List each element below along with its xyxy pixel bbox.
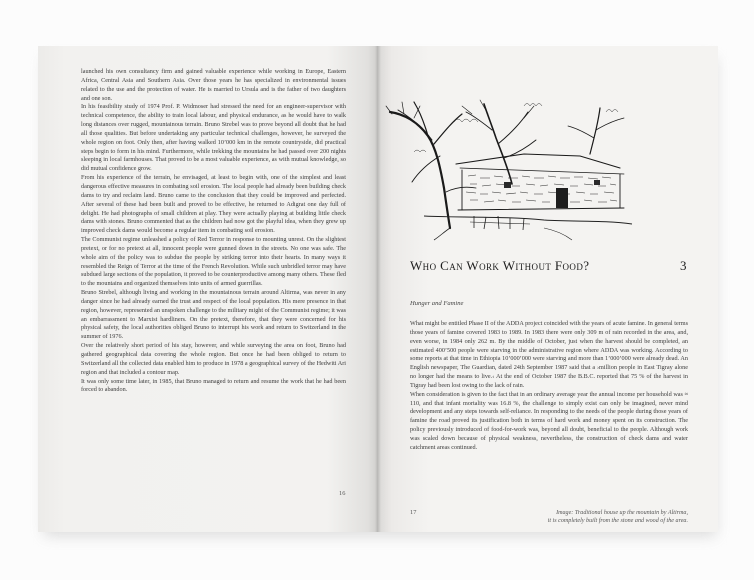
caption-line-2: it is completely built from the stone and wood of the area. — [547, 518, 688, 524]
left-paragraph-2: In his feasibility study of 1974 Prof. P. Widmoser had stressed the need for an engineer-supervisor with technical competence, the ability to train local labour, and physical endurance, as he would have to walk long distances over rugged, mountainous terrain. Bruno Strebel was to prove beyond all doubt that he had all those qualities. But before undertaking any particular technical challenges, however, he surveyed the whole region on foot. Only then, after having walked 10’000 km in the remote countryside, did practical steps begin to form in his mind. Furthermore, while trekking the mountains he had passed over 200 nights sleeping in local farmhouses. That proved to be a most valuable experience, as with mutual knowledge, so did mutual confidence grow. — [81, 103, 346, 173]
left-paragraph-7: It was only some time later, in 1985, that Bruno managed to return and resume the work that he had been forced to abandon. — [81, 377, 346, 394]
left-paragraph-4: The Communist regime unleashed a policy of Red Terror in response to mounting unrest. On the slightest pretext, or for no pretext at all, innocent people were gunned down in the streets. No one was safe. The whole aim of the policy was to subdue the people by striking terror into their hearts. In many ways it resembled the Reign of Terror at the time of the French Revolution. While such unbridled terror may have subdued large sections of the population, it proved to be counterproductive among many others. These fled to the mountains and organized themselves into units of armed guerrillas. — [81, 236, 346, 288]
right-paragraph-2: When consideration is given to the fact that in an ordinary average year the annual income per household was ≈ 110, and that infant mortality was 16.8 %, the challenge to simply exist can only be imagined, never mind development and any steps towards self-reliance. In responding to the needs of the people during those years of famine the road proved its justification both in terms of hard work and money spent on its construction. The policy previously introduced of food-for-work was, beyond all doubt, beneficial to the people. Although work was scaled down because of physical weakness, nevertheless, the construction of check dams and water catchment areas continued. — [410, 390, 688, 451]
left-paragraph-1: launched his own consultancy firm and gained valuable experience while working in Europe, Eastern Africa, Central Asia and Southern Asia. Over those years he has specialized in environmental issues related to the use and the protection of water. He is married to Ursula and is the father of two daughters and one son. — [81, 68, 346, 102]
left-paragraph-5: Bruno Strebel, although living and working in the mountainous terrain around Altirma, was never in any danger since he had already earned the trust and respect of the local population. His mere presence in that region, however, represented an unspoken challenge to the military might of the Communist regime; it was an embarrassment to Marxist hardliners. On the pretext, therefore, that they were concerned for his physical safety, the local authorities obliged Bruno to interrupt his work and return to Switzerland in the summer of 1976. — [81, 289, 346, 341]
caption-line-1: Image: Traditional house up the mountain by Altirma, — [556, 510, 688, 516]
section-heading: Hunger and Famine — [410, 300, 464, 307]
right-page-number: 17 — [410, 509, 417, 516]
book-gutter — [375, 46, 381, 532]
image-caption — [456, 509, 688, 525]
doorway — [556, 188, 568, 208]
house-illustration — [384, 92, 634, 242]
left-page-body — [81, 68, 346, 395]
left-paragraph-6: Over the relatively short period of his stay, however, and while surveying the area on foot, Bruno had gathered geographical data covering the whole region. But once he had been obliged to return to Switzerland all the collected data enabled him to produce in 1978 a geographical survey of the Hedwiti Ari region and that included a contour map. — [81, 342, 346, 376]
left-page-number: 16 — [339, 490, 346, 497]
chapter-number: 3 — [680, 258, 687, 273]
right-page-body — [410, 320, 688, 453]
chapter-title: Who Can Work Without Food? — [410, 258, 590, 273]
right-paragraph-1: What might be entitled Phase II of the ADDA project coincided with the years of acute famine. In general terms those years of famine covered 1983 to 1989. In 1983 there were only 309 m of rain recorded in the area, and, even worse, in 1984 only 262 m. By the middle of October, just when the harvest should be completed, an estimated 400’500 people were starving in the administrative region where ADDA was working. According to some reports at that time in Ethiopia 10’000’000 were starving and more than 1’000’000 were already dead. An English newspaper, The Guardian, dated 24th September 1987 said that a ›million people in East Tigray alone no longer had the means to live.‹ At the end of October 1987 the B.B.C. reported that 75 % of the harvest in Tigray had been lost owing to the lack of rain. — [410, 320, 688, 389]
left-paragraph-3: From his experience of the terrain, he envisaged, at least to begin with, one of the simplest and least dangerous effective measures in combating soil erosion. The local people had already been building check dams to try and reclaim land. Bruno came to the conclusion that they could be improved and perfected. After several of these had been built and proved to be effective, he returned to Adigrat one day full of delight. He had photographs of small children at play. They were actually playing at building little check dams with stones. Bruno commented that as the children had now got the playful idea, when they grew up improved check dams would become a regular item in combating soil erosion. — [81, 174, 346, 235]
